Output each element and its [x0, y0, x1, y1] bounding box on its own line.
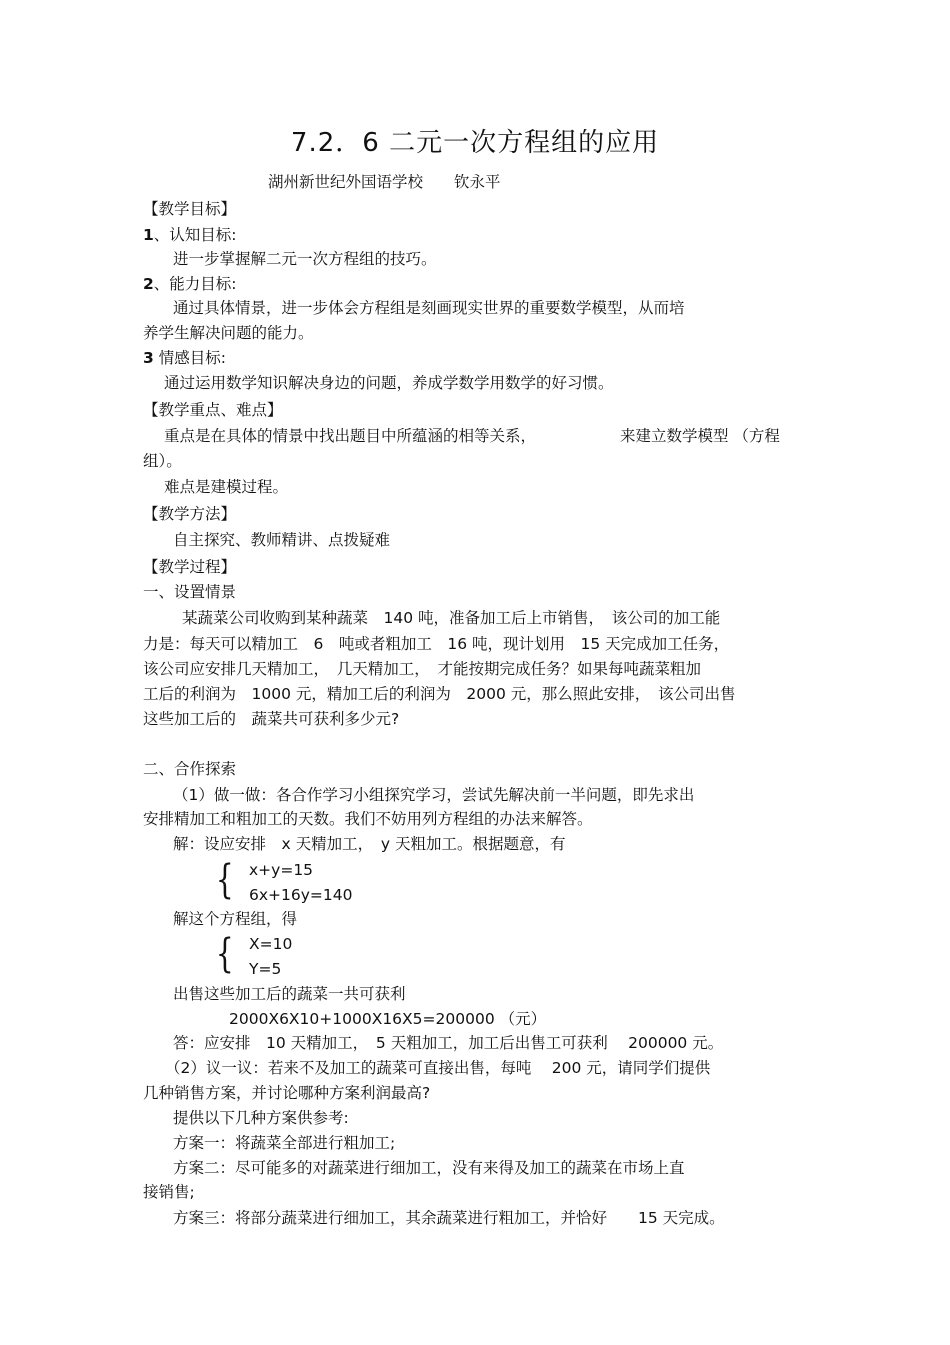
goal2-text-line2: 养学生解决问题的能力。 [143, 324, 314, 342]
part1-line2: 力是：每天可以精加工 6 吨或者粗加工 16 吨，现计划用 15 天完成加工任务， [143, 635, 730, 653]
goal2-number: 2 [143, 275, 154, 293]
part2-heading: 二、合作探索 [143, 760, 237, 778]
answer-line: 答：应安排 10 天精加工， 5 天粗加工，加工后出售工可获利 200000 元。 [173, 1034, 724, 1052]
plan-3: 方案三：将部分蔬菜进行细加工，其余蔬菜进行粗加工，并恰好 15 天完成。 [173, 1209, 725, 1227]
part2-line2: 安排精加工和粗加工的天数。我们不妨用列方程组的办法来解答。 [143, 810, 593, 828]
part1-line4: 工后的利润为 1000 元，精加工后的利润为 2000 元，那么照此安排， 该公司出售 [143, 685, 736, 703]
part2-line8: 提供以下几种方案供参考: [173, 1109, 349, 1127]
equation-2: 6x+16y=140 [249, 886, 353, 904]
goal1-label-text: 、认知目标: [153, 226, 237, 244]
solution-system-brace: { [215, 931, 234, 977]
part2-line4: 解这个方程组，得 [173, 910, 298, 928]
part1-line3: 该公司应安排几天精加工， 几天精加工， 才能按期完成任务？如果每吨蔬菜粗加 [143, 660, 702, 678]
equation-1: x+y=15 [249, 861, 314, 879]
goal2-text-line1: 通过具体情景，进一步体会方程组是刻画现实世界的重要数学模型，从而培 [173, 299, 685, 317]
process-header: 【教学过程】 [143, 558, 237, 576]
goal3-label [143, 348, 226, 368]
part1-heading: 一、设置情景 [143, 583, 237, 601]
keypoint-line1c: 组）。 [143, 452, 182, 470]
goal2-label [143, 274, 237, 294]
goal3-text: 通过运用数学知识解决身边的问题，养成学数学用数学的好习惯。 [164, 374, 614, 392]
part2-line5: 出售这些加工后的蔬菜一共可获利 [173, 985, 406, 1003]
methods-text: 自主探究、教师精讲、点拨疑难 [173, 531, 391, 549]
goal3-number: 3 [143, 349, 154, 367]
solution-2: Y=5 [249, 960, 282, 978]
plan-2-line1: 方案二：尽可能多的对蔬菜进行细加工，没有来得及加工的蔬菜在市场上直 [173, 1159, 685, 1177]
keypoint-line1a: 重点是在具体的情景中找出题目中所蕴涵的相等关系， [164, 427, 537, 445]
page-title: 7.2．6 二元一次方程组的应用 [290, 128, 660, 158]
goal2-label-text: 、能力目标: [153, 275, 237, 293]
goal1-number: 1 [143, 226, 154, 244]
goals-header: 【教学目标】 [143, 200, 237, 218]
part2-line1: （1）做一做：各合作学习小组探究学习，尝试先解决前一半问题，即先求出 [173, 786, 695, 804]
keypoints-header: 【教学重点、难点】 [143, 401, 283, 419]
author-line: 湖州新世纪外国语学校 钦永平 [268, 173, 501, 191]
part2-line6: （2）议一议：若来不及加工的蔬菜可直接出售，每吨 200 元，请同学们提供 [165, 1059, 711, 1077]
equation-system-brace: { [215, 857, 234, 903]
plan-2-line2: 接销售; [143, 1183, 195, 1201]
keypoint-line2: 难点是建模过程。 [164, 478, 289, 496]
goal3-label-text: 情感目标: [153, 349, 226, 367]
methods-header: 【教学方法】 [143, 505, 237, 523]
part1-line1: 某蔬菜公司收购到某种蔬菜 140 吨，准备加工后上市销售， 该公司的加工能 [182, 609, 721, 627]
part2-line7: 几种销售方案，并讨论哪种方案利润最高? [143, 1084, 431, 1102]
plan-1: 方案一：将蔬菜全部进行粗加工; [173, 1134, 396, 1152]
solution-1: X=10 [249, 935, 293, 953]
keypoint-line1b: 来建立数学模型 （方程 [620, 427, 780, 445]
part1-line5: 这些加工后的 蔬菜共可获利多少元? [143, 710, 400, 728]
profit-calculation: 2000X6X10+1000X16X5=200000 （元） [229, 1010, 547, 1028]
part2-line3: 解：设应安排 x 天精加工， y 天粗加工。根据题意，有 [173, 835, 566, 853]
goal1-text: 进一步掌握解二元一次方程组的技巧。 [173, 250, 437, 268]
goal1-label [143, 225, 237, 245]
